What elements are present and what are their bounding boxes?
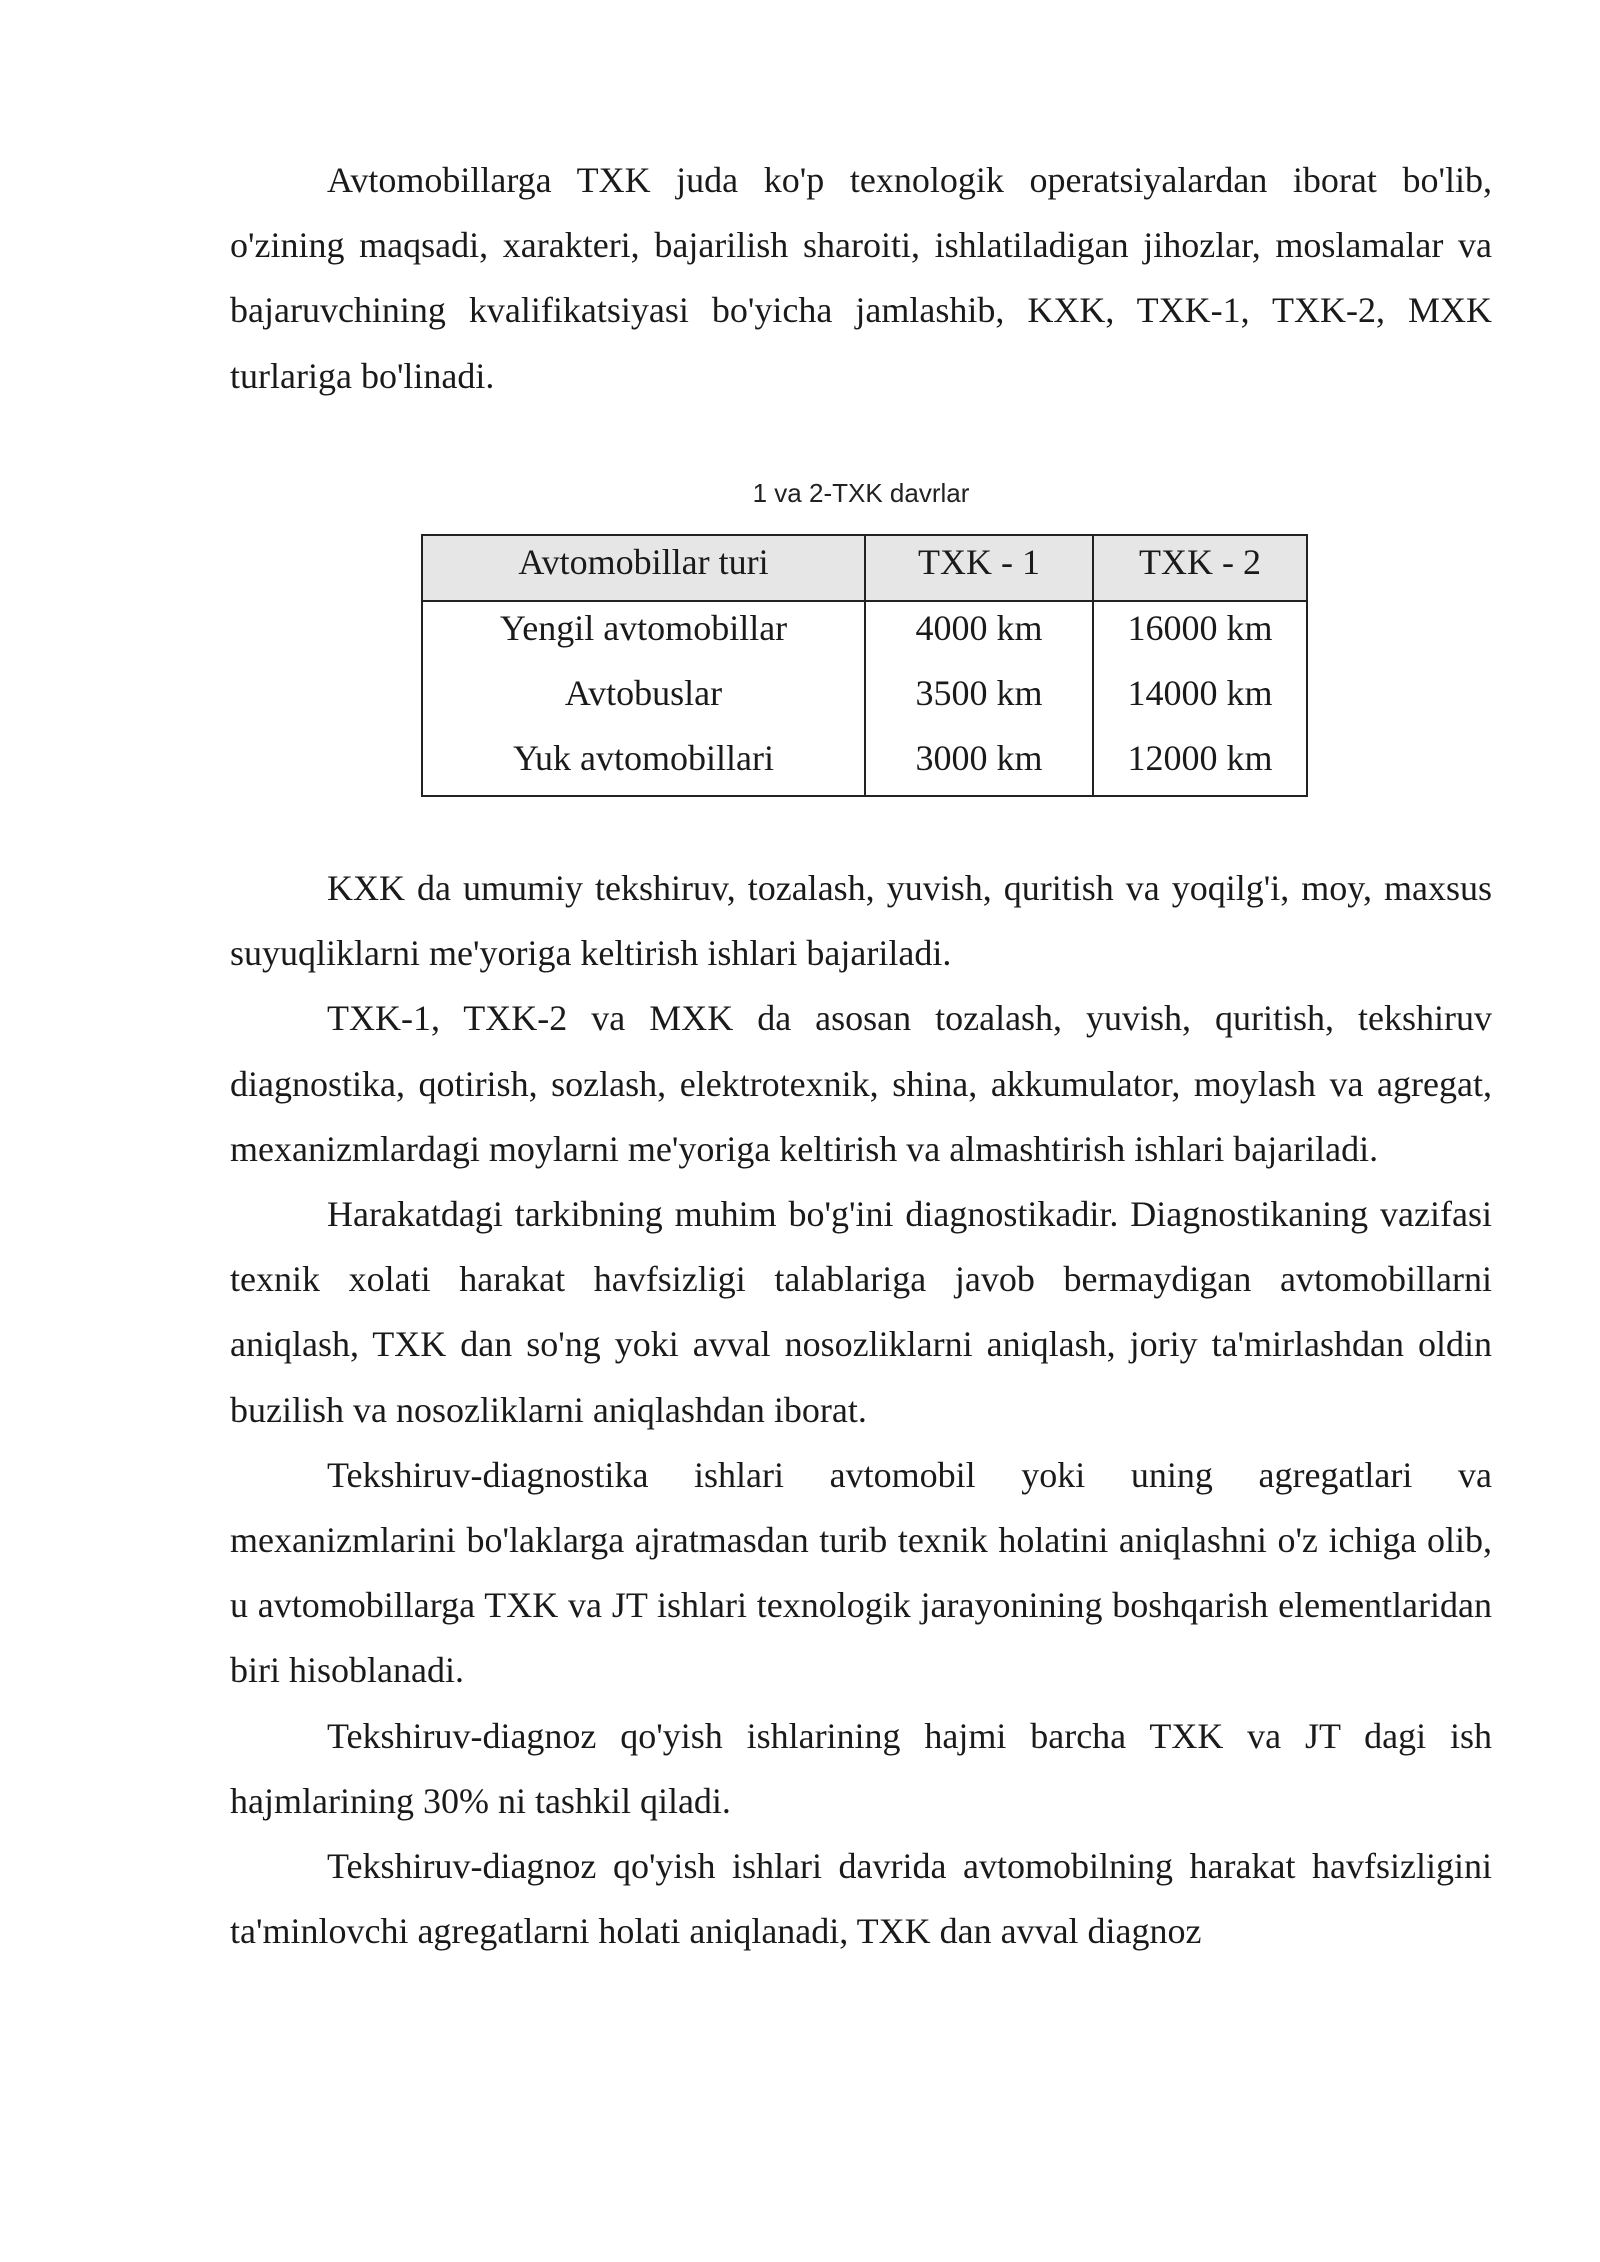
intro-section	[230, 148, 1492, 409]
table-row	[422, 732, 1307, 796]
body-section	[230, 856, 1492, 1964]
table-header-row	[422, 535, 1307, 601]
table-caption: 1 va 2-TXK davrlar	[752, 478, 970, 508]
header-vehicle-type: Avtomobillar turi	[422, 535, 865, 601]
cell-txk1: 3000 km	[865, 732, 1093, 796]
cell-vehicle-type: Yuk avtomobillari	[422, 732, 865, 796]
header-txk2: TXK - 2	[1093, 535, 1307, 601]
cell-txk1: 3500 km	[865, 667, 1093, 732]
header-txk1: TXK - 1	[865, 535, 1093, 601]
cell-vehicle-type: Yengil avtomobillar	[422, 601, 865, 667]
body-paragraph: Tekshiruv-diagnoz qo'yish ishlarining hajmi barcha TXK va JT dagi ish hajmlarining 30% ni tashkil qiladi.	[230, 1715, 1492, 1821]
body-paragraph: Tekshiruv-diagnoz qo'yish ishlari davrida avtomobilning harakat havfsizligini ta'minlovchi agregatlarni holati aniqlanadi, TXK dan avval diagnoz	[230, 1846, 1492, 1952]
cell-vehicle-type: Avtobuslar	[422, 667, 865, 732]
intro-paragraph: Avtomobillarga TXK juda ko'p texnologik operatsiyalardan iborat bo'lib, o'zining maqsadi, xarakteri, bajarilish sharoiti, ishlatiladigan jihozlar, moslamalar va bajaruvchining kvalifikatsiyasi bo'yicha jamlashib, KXK, TXK-1, TXK-2, MXK turlariga bo'linadi.	[230, 160, 1492, 396]
cell-txk1: 4000 km	[865, 601, 1093, 667]
cell-txk2: 14000 km	[1093, 667, 1307, 732]
body-paragraph: Tekshiruv-diagnostika ishlari avtomobil yoki uning agregatlari va mexanizmlarini bo'laklarga ajratmasdan turib texnik holatini aniqlashni o'z ichiga olib, u avtomobillarga TXK va JT ishlari texnologik jarayonining boshqarish elementlaridan biri hisoblanadi.	[230, 1454, 1492, 1691]
cell-txk2: 16000 km	[1093, 601, 1307, 667]
body-paragraph: TXK-1, TXK-2 va MXK da asosan tozalash, yuvish, quritish, tekshiruv diagnostika, qotirish, sozlash, elektrotexnik, shina, akkumulator, moylash va agregat, mexanizmlardagi moylarni me'yoriga keltirish va almashtirish ishlari bajariladi.	[230, 998, 1492, 1169]
body-paragraph: KXK da umumiy tekshiruv, tozalash, yuvish, quritish va yoqilg'i, moy, maxsus suyuqliklarni me'yoriga keltirish ishlari bajariladi.	[230, 868, 1492, 974]
table-row	[422, 601, 1307, 667]
table-row	[422, 667, 1307, 732]
body-paragraph: Harakatdagi tarkibning muhim bo'g'ini diagnostikadir. Diagnostikaning vazifasi texnik xolati harakat havfsizligi talablariga javob bermaydigan avtomobillarni aniqlash, TXK dan so'ng yoki avval nosozliklarni aniqlash, joriy ta'mirlashdan oldin buzilish va nosozliklarni aniqlashdan iborat.	[230, 1194, 1492, 1430]
maintenance-interval-table	[421, 534, 1308, 797]
cell-txk2: 12000 km	[1093, 732, 1307, 796]
